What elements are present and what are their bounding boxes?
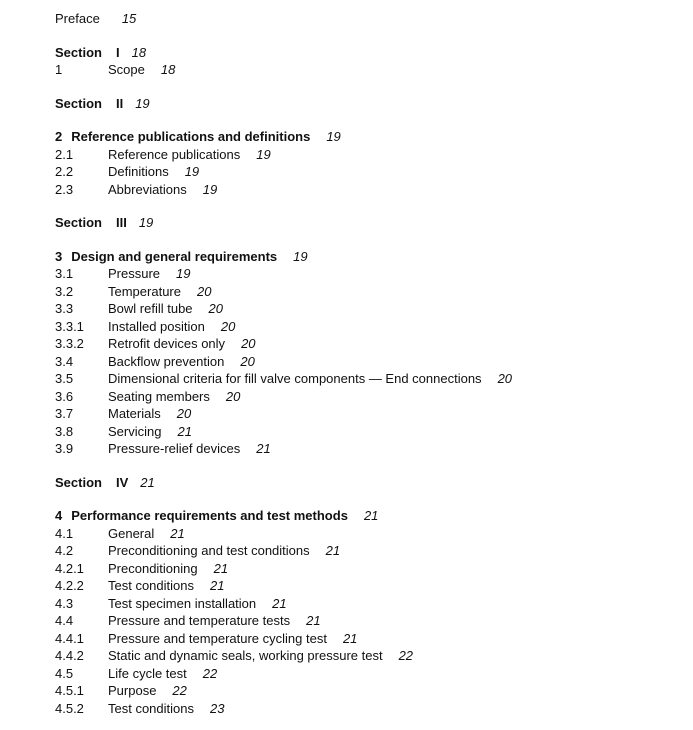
toc-entry-title: Abbreviations <box>108 181 187 197</box>
toc-entry-title: Installed position <box>108 318 205 334</box>
toc-entry[interactable] <box>55 335 685 353</box>
toc-entry-number: 3.3 <box>55 301 74 316</box>
toc-entry-number: 3.3.2 <box>55 336 84 351</box>
chapter-title: Design and general requirements <box>71 248 278 264</box>
chapter-page: 19 <box>326 129 341 144</box>
toc-entry-title: Test conditions <box>108 700 194 716</box>
toc-entry-title: Retrofit devices only <box>108 336 226 351</box>
chapter-number: 4 <box>55 508 63 523</box>
toc-entry[interactable] <box>55 181 685 199</box>
section-label: Section <box>55 95 102 111</box>
toc-entry-number: 3.9 <box>55 441 74 456</box>
toc-entry-page: 21 <box>213 560 229 576</box>
toc-entry-title: Pressure and temperature tests <box>108 613 291 628</box>
table-of-contents <box>55 10 685 717</box>
toc-entry-page: 19 <box>184 164 200 179</box>
toc-entry-page: 20 <box>241 336 256 351</box>
toc-entry-page: 21 <box>325 543 341 558</box>
toc-entry-page: 21 <box>306 613 321 628</box>
toc-entry-title: Servicing <box>108 423 162 439</box>
toc-entry[interactable] <box>55 283 685 301</box>
section-heading-2[interactable] <box>55 95 685 113</box>
section-heading-4[interactable] <box>55 474 685 492</box>
toc-entry-number: 3.2 <box>55 283 74 299</box>
toc-entry-page: 21 <box>177 423 192 439</box>
toc-entry-page: 22 <box>172 683 187 698</box>
toc-entry[interactable] <box>55 163 685 181</box>
toc-entry-title: Temperature <box>108 283 181 299</box>
toc-entry-number: 3.8 <box>55 423 74 439</box>
toc-entry[interactable] <box>55 647 685 665</box>
toc-entry-title: Static and dynamic seals, working pressure test <box>108 648 383 663</box>
chapter-number: 2 <box>55 129 63 144</box>
toc-entry-title: Reference publications <box>108 146 241 162</box>
toc-entry-number: 3.7 <box>55 406 74 421</box>
section-roman: II <box>115 95 124 111</box>
toc-entry-page: 20 <box>225 388 241 404</box>
toc-entry-title: Test conditions <box>108 578 194 593</box>
toc-entry[interactable] <box>55 577 685 595</box>
toc-entry-number: 3.1 <box>55 266 74 281</box>
toc-entry-page: 19 <box>256 146 271 162</box>
toc-entry[interactable] <box>55 265 685 283</box>
toc-entry-title: Life cycle test <box>108 665 187 681</box>
chapter-title: Performance requirements and test methods <box>71 508 348 523</box>
toc-entry-number: 2.1 <box>55 146 74 162</box>
toc-entry-page: 20 <box>240 353 255 369</box>
chapter-number: 3 <box>55 248 63 264</box>
toc-entry[interactable] <box>55 560 685 578</box>
toc-entry-page: 20 <box>208 301 224 316</box>
toc-entry-number: 3.6 <box>55 388 74 404</box>
toc-entry-title: Seating members <box>108 388 210 404</box>
toc-entry[interactable] <box>55 700 685 718</box>
toc-entry-preface[interactable] <box>55 10 685 28</box>
toc-entry-title: Test specimen installation <box>108 595 257 611</box>
chapter-page: 19 <box>293 248 308 264</box>
section-page: 19 <box>135 95 150 111</box>
section-page: 18 <box>131 44 147 60</box>
toc-entry[interactable] <box>55 525 685 543</box>
toc-entry-page: 20 <box>497 371 513 386</box>
chapter-title: Reference publications and definitions <box>71 129 311 144</box>
section-roman: III <box>115 215 127 230</box>
toc-entry-title: Purpose <box>108 683 157 698</box>
toc-entry-page: 22 <box>202 665 218 681</box>
toc-entry-number: 4.4.2 <box>55 648 84 663</box>
toc-entry[interactable] <box>55 630 685 648</box>
section-page: 19 <box>138 215 154 230</box>
toc-entry-page: 20 <box>220 318 236 334</box>
toc-entry-page: 20 <box>176 406 192 421</box>
toc-entry-number: 4.5.2 <box>55 700 84 716</box>
toc-entry[interactable] <box>55 423 685 441</box>
toc-entry-number: 3.4 <box>55 353 74 369</box>
toc-entry-number: 3.3.1 <box>55 318 84 334</box>
toc-entry-number: 4.5.1 <box>55 683 84 698</box>
toc-entry[interactable] <box>55 405 685 423</box>
toc-entry-number: 4.4.1 <box>55 630 84 646</box>
toc-entry-page: 21 <box>170 525 185 541</box>
toc-entry-page: 19 <box>202 181 218 197</box>
toc-entry-number: 3.5 <box>55 371 74 386</box>
toc-entry-title: Pressure and temperature cycling test <box>108 630 327 646</box>
toc-entry[interactable] <box>55 542 685 560</box>
toc-entry-title: Materials <box>108 406 161 421</box>
chapter-heading-4[interactable] <box>55 507 685 525</box>
toc-entry-number: 4.2 <box>55 543 74 558</box>
section-roman: I <box>115 44 120 60</box>
chapter-heading-3[interactable] <box>55 248 685 266</box>
toc-entry-page: 21 <box>272 595 287 611</box>
toc-entry-page: 15 <box>121 11 137 26</box>
toc-entry-title: Pressure <box>108 266 161 281</box>
toc-entry-number: 4.3 <box>55 595 74 611</box>
toc-entry[interactable] <box>55 682 685 700</box>
section-heading-1[interactable] <box>55 44 685 62</box>
toc-entry-number: 1 <box>55 62 63 77</box>
toc-entry[interactable] <box>55 300 685 318</box>
toc-entry-number: 4.2.1 <box>55 560 84 576</box>
toc-entry[interactable] <box>55 318 685 336</box>
toc-entry-title: General <box>108 525 155 541</box>
toc-entry-title: Bowl refill tube <box>108 301 193 316</box>
toc-entry-title: Definitions <box>108 164 169 179</box>
section-label: Section <box>55 215 102 230</box>
toc-entry[interactable] <box>55 595 685 613</box>
toc-entry-title: Scope <box>108 62 145 77</box>
toc-entry-number: 2.2 <box>55 164 74 179</box>
toc-entry[interactable] <box>55 353 685 371</box>
toc-entry-number: 4.5 <box>55 665 74 681</box>
toc-entry-page: 21 <box>256 441 271 456</box>
toc-entry-page: 20 <box>196 283 212 299</box>
toc-entry-title: Preconditioning <box>108 560 198 576</box>
toc-entry-number: 4.4 <box>55 613 74 628</box>
toc-entry-number: 2.3 <box>55 181 74 197</box>
toc-entry-title: Pressure-relief devices <box>108 441 241 456</box>
toc-entry[interactable] <box>55 146 685 164</box>
section-page: 21 <box>140 474 155 490</box>
section-label: Section <box>55 474 102 490</box>
toc-entry-title: Preface <box>55 11 100 26</box>
toc-entry-page: 21 <box>342 630 358 646</box>
section-roman: IV <box>115 474 129 490</box>
toc-entry-page: 23 <box>210 700 225 716</box>
section-heading-3[interactable] <box>55 214 685 232</box>
toc-entry-page: 18 <box>160 62 176 77</box>
toc-entry-page: 19 <box>176 266 191 281</box>
toc-entry-page: 21 <box>210 578 225 593</box>
toc-entry-page: 22 <box>398 648 414 663</box>
section-label: Section <box>55 44 102 60</box>
toc-entry-number: 4.1 <box>55 525 74 541</box>
toc-entry-title: Preconditioning and test conditions <box>108 543 310 558</box>
chapter-heading-2[interactable] <box>55 128 685 146</box>
toc-entry[interactable] <box>55 612 685 630</box>
toc-entry-title: Backflow prevention <box>108 353 225 369</box>
toc-entry[interactable] <box>55 370 685 388</box>
toc-entry[interactable] <box>55 388 685 406</box>
toc-entry[interactable] <box>55 440 685 458</box>
chapter-page: 21 <box>363 508 379 523</box>
toc-entry-title: Dimensional criteria for fill valve components — End connections <box>108 371 482 386</box>
toc-entry[interactable] <box>55 665 685 683</box>
toc-entry[interactable] <box>55 61 685 79</box>
toc-entry-number: 4.2.2 <box>55 578 84 593</box>
